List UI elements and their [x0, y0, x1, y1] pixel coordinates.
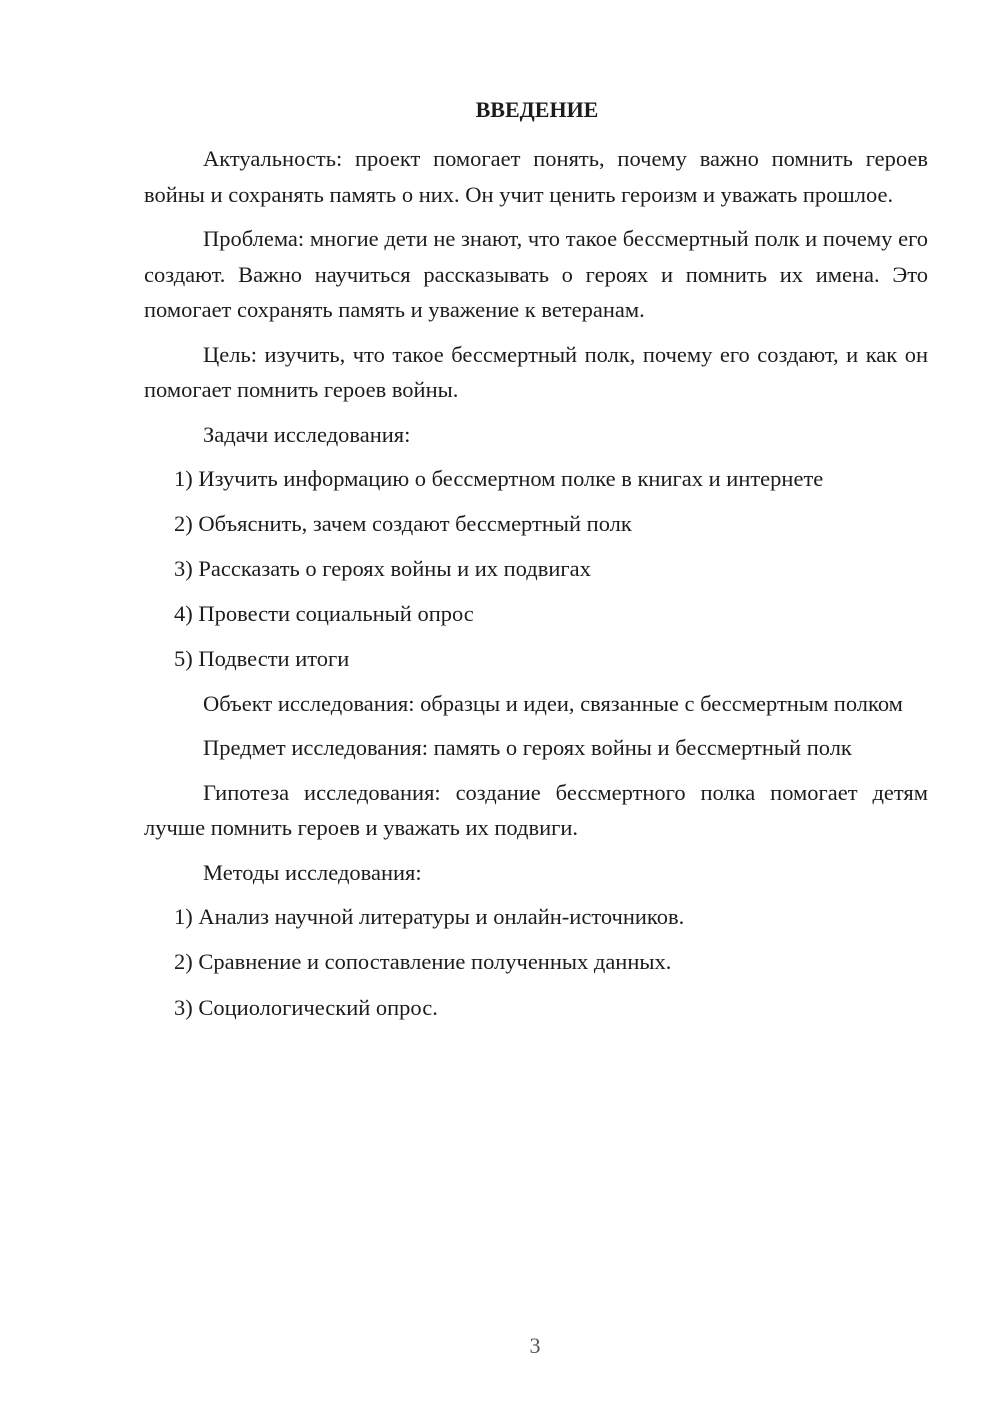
tasks-heading: Задачи исследования:	[203, 421, 411, 447]
methods-heading: Методы исследования:	[203, 859, 422, 885]
relevance-paragraph: Актуальность: проект помогает понять, почему важно помнить героев войны и сохранять память о них. Он учит ценить героизм и уважать прошлое.	[144, 146, 928, 207]
methods-list	[144, 899, 928, 1025]
method-item: 2) Сравнение и сопоставление полученных данных.	[174, 949, 672, 975]
subject-paragraph: Предмет исследования: память о героях войны и бессмертный полк	[203, 735, 852, 761]
document-title: ВВЕДЕНИЕ	[475, 97, 599, 122]
goal-paragraph: Цель: изучить, что такое бессмертный полк, почему его создают, и как он помогает помнить героев войны.	[144, 341, 928, 402]
page-number: 3	[529, 1333, 541, 1358]
document-page	[144, 92, 928, 1034]
problem-paragraph: Проблема: многие дети не знают, что такое бессмертный полк и почему его создают. Важно научиться рассказывать о героях и помнить их имена. Это помогает сохранять память и уважение к ветеранам.	[144, 226, 928, 322]
task-item: 1) Изучить информацию о бессмертном полке в книгах и интернете	[174, 466, 824, 491]
object-paragraph: Объект исследования: образцы и идеи, связанные с бессмертным полком	[203, 690, 903, 716]
method-item: 3) Социологический опрос.	[174, 994, 438, 1020]
method-item: 1) Анализ научной литературы и онлайн-источников.	[174, 904, 685, 930]
task-item: 5) Подвести итоги	[174, 646, 350, 672]
hypothesis-paragraph: Гипотеза исследования: создание бессмертного полка помогает детям лучше помнить героев и уважать их подвиги.	[144, 779, 928, 841]
task-item: 2) Объяснить, зачем создают бессмертный полк	[174, 511, 632, 537]
task-item: 3) Рассказать о героях войны и их подвигах	[174, 556, 591, 582]
task-item: 4) Провести социальный опрос	[174, 601, 474, 627]
tasks-list	[144, 461, 928, 677]
